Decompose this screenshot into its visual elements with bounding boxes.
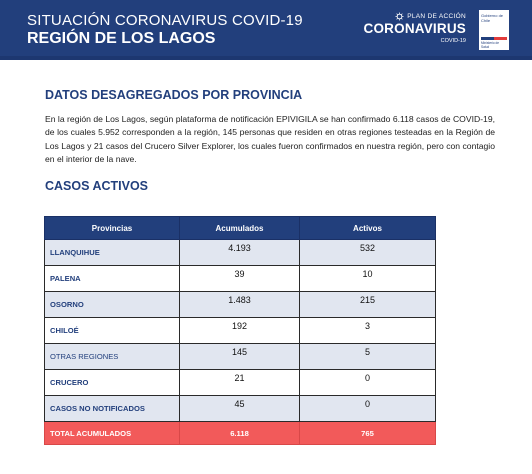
gov-logo-text: Gobierno de Chile bbox=[481, 13, 504, 23]
table-row bbox=[45, 344, 436, 370]
header-title-line1: SITUACIÓN CORONAVIRUS COVID-19 bbox=[27, 12, 303, 29]
total-activos-cell: 765 bbox=[300, 422, 436, 445]
acumulados-cell: 39 bbox=[180, 266, 300, 292]
province-cell: CASOS NO NOTIFICADOS bbox=[45, 396, 180, 422]
acumulados-cell: 21 bbox=[180, 370, 300, 396]
brand-top bbox=[395, 12, 466, 21]
province-cell: OSORNO bbox=[45, 292, 180, 318]
activos-cell: 0 bbox=[300, 396, 436, 422]
brand-main-text: CORONAVIRUS bbox=[363, 21, 466, 36]
acumulados-cell: 145 bbox=[180, 344, 300, 370]
activos-cell: 5 bbox=[300, 344, 436, 370]
government-logo bbox=[479, 10, 509, 50]
acumulados-cell: 45 bbox=[180, 396, 300, 422]
table-header-row bbox=[45, 217, 436, 240]
province-cell: PALENA bbox=[45, 266, 180, 292]
acumulados-cell: 192 bbox=[180, 318, 300, 344]
activos-cell: 3 bbox=[300, 318, 436, 344]
col-header-acumulados: Acumulados bbox=[180, 217, 300, 240]
total-acumulados-cell: 6.118 bbox=[180, 422, 300, 445]
province-cell: OTRAS REGIONES bbox=[45, 344, 180, 370]
total-label-cell: TOTAL ACUMULADOS bbox=[45, 422, 180, 445]
col-header-activos: Activos bbox=[300, 217, 436, 240]
summary-paragraph: En la región de Los Lagos, según plataforma de notificación EPIVIGILA se han confirmado 6.118 casos de COVID-19, de los cuales 5.952 corresponden a la región, 145 personas que residen en otras regiones testeadas en la Región de Los Lagos y 21 casos del Crucero Silver Explorer, los cuales fueron confirmados en nuestra región, pero con contagio en el interior de la nave. bbox=[45, 114, 495, 165]
logo-bar-red bbox=[494, 37, 507, 40]
header-stripe bbox=[0, 56, 532, 60]
table-row bbox=[45, 318, 436, 344]
table-row bbox=[45, 396, 436, 422]
table-row bbox=[45, 240, 436, 266]
header-title-line2: REGIÓN DE LOS LAGOS bbox=[27, 30, 216, 47]
activos-cell: 0 bbox=[300, 370, 436, 396]
virus-icon bbox=[395, 12, 404, 21]
acumulados-cell: 4.193 bbox=[180, 240, 300, 266]
table-total-row bbox=[45, 422, 436, 445]
province-cell: CRUCERO bbox=[45, 370, 180, 396]
brand-top-text: PLAN DE ACCIÓN bbox=[407, 13, 466, 20]
section-title-provincias: DATOS DESAGREGADOS POR PROVINCIA bbox=[45, 88, 303, 102]
section-title-casos-activos: CASOS ACTIVOS bbox=[45, 179, 149, 193]
table-row bbox=[45, 370, 436, 396]
logo-bar-blue bbox=[481, 37, 494, 40]
col-header-provincias: Provincias bbox=[45, 217, 180, 240]
table-row bbox=[45, 292, 436, 318]
acumulados-cell: 1.483 bbox=[180, 292, 300, 318]
activos-cell: 10 bbox=[300, 266, 436, 292]
brand-sub-text: COVID-19 bbox=[440, 38, 466, 44]
cases-table bbox=[44, 216, 436, 445]
activos-cell: 532 bbox=[300, 240, 436, 266]
province-cell: CHILOÉ bbox=[45, 318, 180, 344]
table-row bbox=[45, 266, 436, 292]
activos-cell: 215 bbox=[300, 292, 436, 318]
province-cell: LLANQUIHUE bbox=[45, 240, 180, 266]
coronavirus-brand bbox=[362, 12, 466, 48]
gov-logo-sub: Ministerio de Salud bbox=[481, 41, 500, 49]
